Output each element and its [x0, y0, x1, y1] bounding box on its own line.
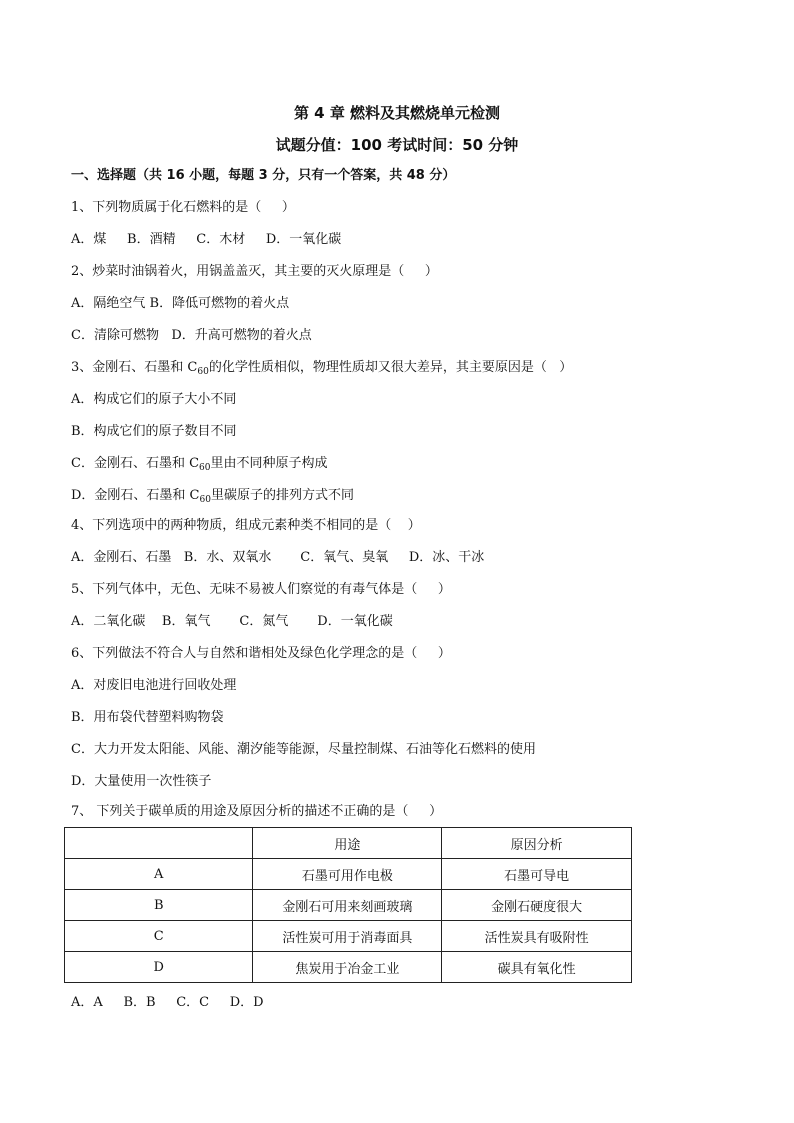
question-3-option-c — [71, 456, 328, 472]
table-cell: 活性炭可用于消毒面具 — [253, 921, 442, 952]
table-cell: B — [65, 890, 253, 921]
question-4-options: A．金刚石、石墨 B．水、双氧水 C．氧气、臭氧 D．冰、干冰 — [71, 550, 485, 565]
subscript-60: 60 — [197, 367, 209, 377]
subscript-60: 60 — [199, 495, 211, 505]
subscript-60: 60 — [199, 463, 211, 473]
table-header-cell: 原因分析 — [442, 828, 632, 859]
question-2-stem: 2、炒菜时油锅着火，用锅盖盖灭，其主要的灭火原理是（ ） — [71, 264, 438, 279]
question-3-option-b: B．构成它们的原子数目不同 — [71, 424, 237, 439]
question-6-stem: 6、下列做法不符合人与自然和谐相处及绿色化学理念的是（ ） — [71, 646, 451, 661]
question-3-stem — [71, 360, 572, 376]
table-cell: A — [65, 859, 253, 890]
question-2-options-ab: A．隔绝空气 B．降低可燃物的着火点 — [71, 296, 290, 311]
question-6-option-d: D．大量使用一次性筷子 — [71, 774, 212, 789]
table-cell: 碳具有氧化性 — [442, 952, 632, 983]
table-cell: 焦炭用于冶金工业 — [253, 952, 442, 983]
question-3-option-a: A．构成它们的原子大小不同 — [71, 392, 237, 407]
page-title: 第 4 章 燃料及其燃烧单元检测 — [293, 104, 501, 122]
question-3-option-d — [71, 488, 354, 504]
question-3-option-c-post: 里由不同种原子构成 — [210, 456, 328, 471]
question-1-stem: 1、下列物质属于化石燃料的是（ ） — [71, 200, 295, 215]
exam-info: 试题分值：100 考试时间：50 分钟 — [275, 136, 519, 154]
question-3-option-d-post: 里碳原子的排列方式不同 — [210, 488, 354, 503]
table-cell: 活性炭具有吸附性 — [442, 921, 632, 952]
table-cell: 石墨可导电 — [442, 859, 632, 890]
question-3-option-d-pre: D．金刚石、石墨和 C — [71, 488, 200, 503]
table-cell: D — [65, 952, 253, 983]
table-row — [65, 952, 632, 983]
table-cell: 金刚石硬度很大 — [442, 890, 632, 921]
table-header-cell — [65, 828, 253, 859]
question-4-stem: 4、下列选项中的两种物质，组成元素种类不相同的是（ ） — [71, 518, 421, 533]
table-cell: C — [65, 921, 253, 952]
question-6-option-b: B．用布袋代替塑料购物袋 — [71, 710, 224, 725]
question-2-options-cd: C．清除可燃物 D．升高可燃物的着火点 — [71, 328, 312, 343]
table-row — [65, 890, 632, 921]
question-7-options: A．A B．B C．C D．D — [71, 995, 264, 1010]
section-heading: 一、选择题（共 16 小题，每题 3 分，只有一个答案，共 48 分） — [71, 168, 456, 183]
question-1-options: A．煤 B．酒精 C．木材 D．一氧化碳 — [71, 232, 342, 247]
question-5-stem: 5、下列气体中，无色、无味不易被人们察觉的有毒气体是（ ） — [71, 582, 451, 597]
table-row — [65, 921, 632, 952]
question-7-stem: 7、 下列关于碳单质的用途及原因分析的描述不正确的是（ ） — [71, 804, 443, 819]
table-row — [65, 859, 632, 890]
question-3-stem-pre: 3、金刚石、石墨和 C — [71, 360, 198, 375]
table-header-cell: 用途 — [253, 828, 442, 859]
table-header-row — [65, 828, 632, 859]
question-6-option-a: A．对废旧电池进行回收处理 — [71, 678, 237, 693]
table-cell: 石墨可用作电极 — [253, 859, 442, 890]
table-cell: 金刚石可用来刻画玻璃 — [253, 890, 442, 921]
question-3-option-c-pre: C．金刚石、石墨和 C — [71, 456, 200, 471]
question-5-options: A．二氧化碳 B．氧气 C．氮气 D．一氧化碳 — [71, 614, 393, 629]
question-6-option-c: C．大力开发太阳能、风能、潮汐能等能源，尽量控制煤、石油等化石燃料的使用 — [71, 742, 536, 757]
question-7-table — [64, 827, 632, 983]
question-3-stem-post: 的化学性质相似，物理性质却又很大差异，其主要原因是（ ） — [208, 360, 573, 375]
